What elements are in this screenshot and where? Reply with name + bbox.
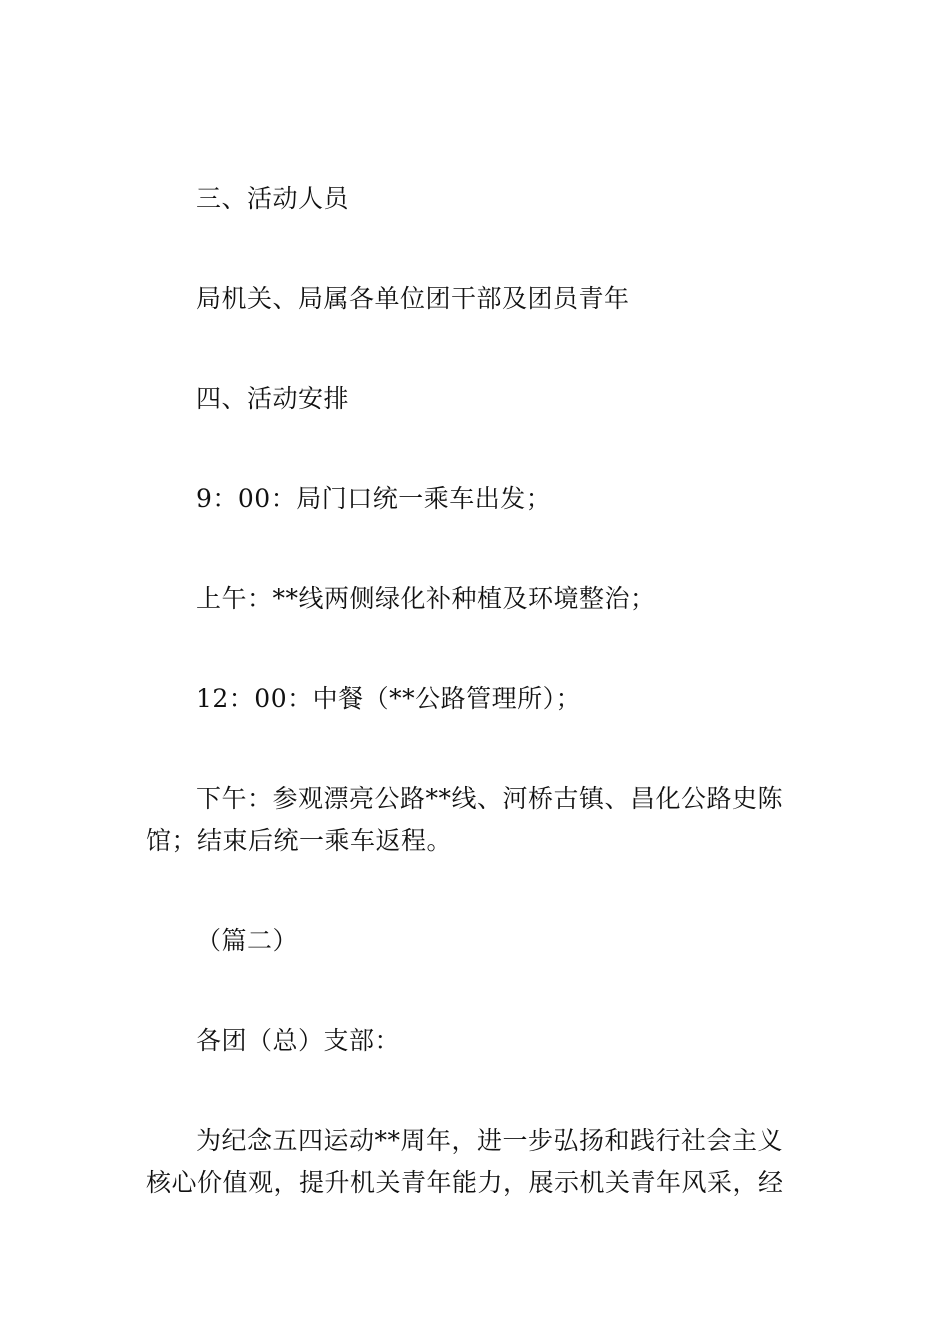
personnel-text: 局机关、局属各单位团干部及团员青年 (196, 284, 630, 313)
schedule-item-lunch: 12：00：中餐（**公路管理所）； (196, 684, 582, 713)
schedule-item-morning: 上午：**线两侧绿化补种植及环境整治； (196, 584, 656, 613)
body-paragraph: 为纪念五四运动**周年，进一步弘扬和践行社会主义核心价值观，提升机关青年能力，展示机关青年风采，经 (146, 1126, 784, 1197)
salutation: 各团（总）支部： (196, 1026, 401, 1055)
part-two-heading: （篇二） (196, 926, 299, 955)
schedule-item-afternoon: 下午：参观漂亮公路**线、河桥古镇、昌化公路史陈馆；结束后统一乘车返程。 (146, 784, 784, 855)
schedule-item-departure: 9：00：局门口统一乘车出发； (196, 484, 552, 513)
section-heading-personnel: 三、活动人员 (196, 184, 350, 213)
section-heading-schedule: 四、活动安排 (196, 384, 350, 413)
